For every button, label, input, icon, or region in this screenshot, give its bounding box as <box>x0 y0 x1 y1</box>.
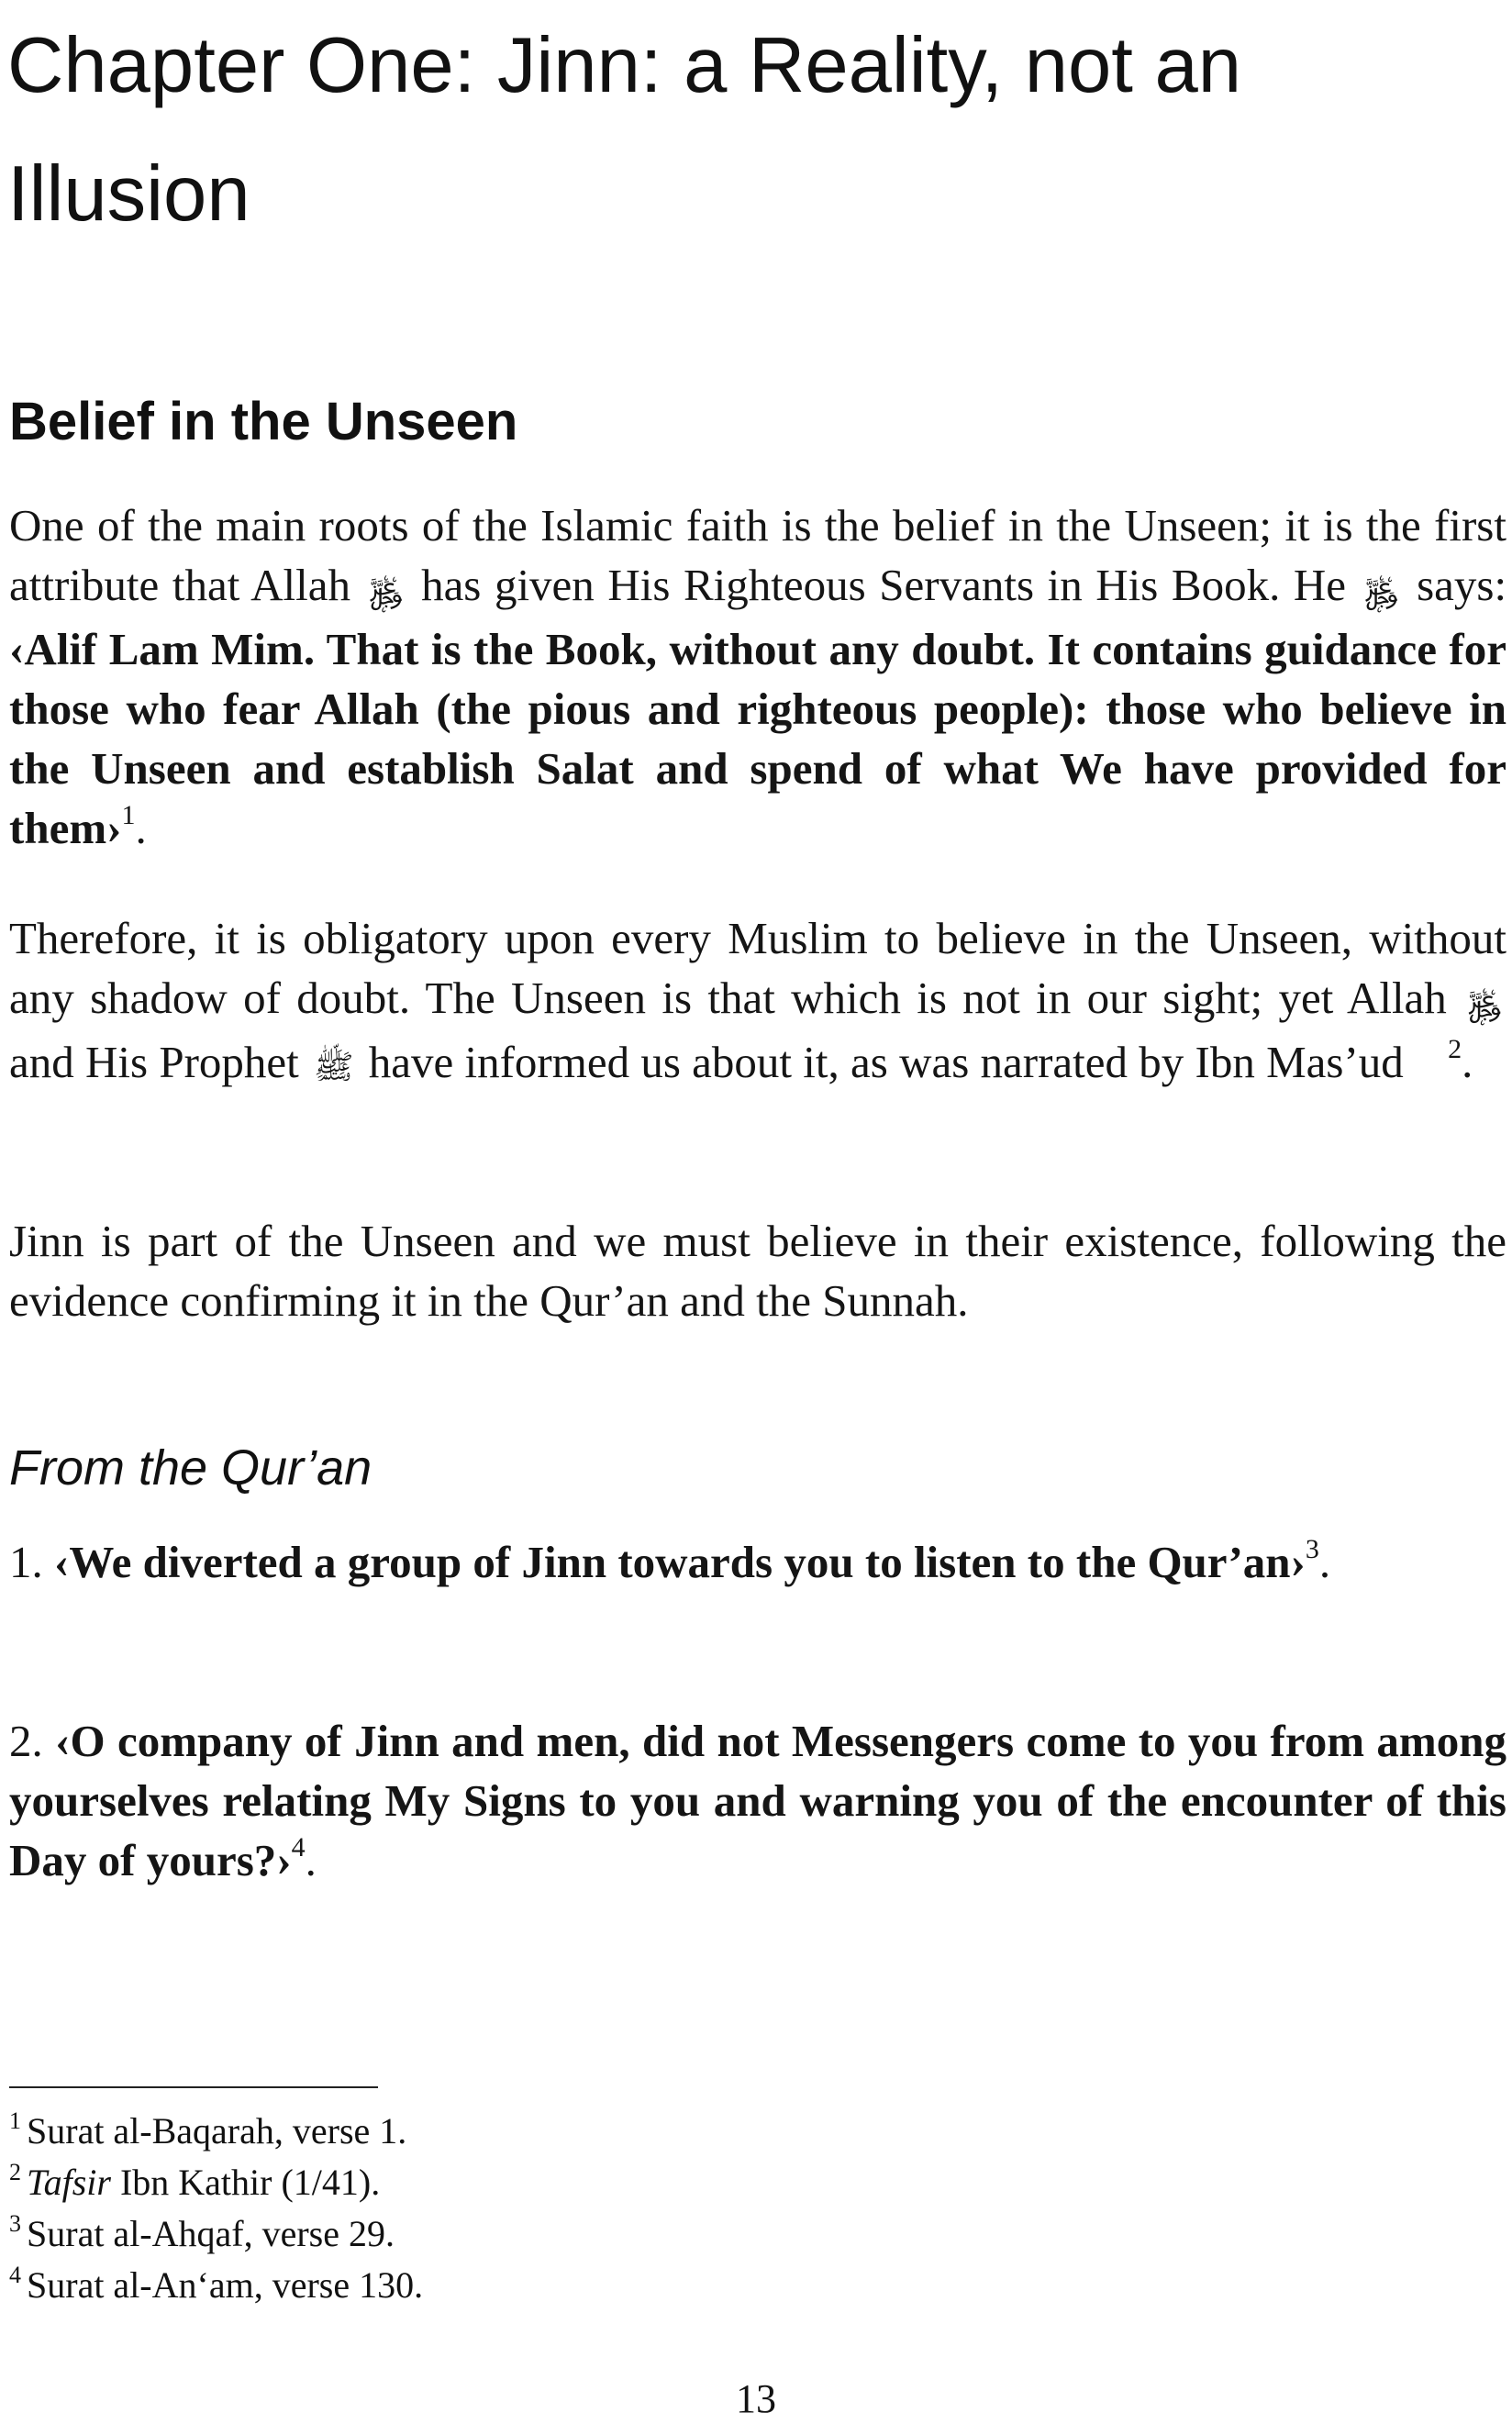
footnote-text: Ibn Kathir (1/41). <box>110 2162 381 2203</box>
subheading-from-quran: From the Qur’an <box>9 1440 372 1495</box>
verse-text: O company of Jinn and men, did not Messengers come to you from among yourselves relating My Signs to you and warning you of the encounter of this Day of yours? <box>9 1716 1506 1885</box>
footnote-reference: 1 <box>121 799 136 830</box>
paragraph-text: have informed us about it, as was narrated by Ibn Mas’ud <box>368 1037 1404 1088</box>
page-number: 13 <box>736 2376 776 2421</box>
open-quote-bracket: ‹ <box>55 1716 71 1766</box>
close-quote-bracket: › <box>276 1835 292 1885</box>
honorific-mark-icon: ﷺ <box>314 1048 354 1085</box>
paragraph-text: . <box>135 803 147 854</box>
honorific-mark-icon: ﷿ <box>1466 984 1503 1021</box>
footnote-number: 4 <box>9 2261 21 2288</box>
footnote-text: Surat al-Ahqaf, verse 29. <box>27 2213 395 2254</box>
honorific-mark-icon: ﷿ <box>367 571 405 608</box>
paragraph-text: says: <box>1417 560 1507 610</box>
footnote-italic-title: Tafsir <box>27 2162 111 2203</box>
footnote-number: 2 <box>9 2158 21 2185</box>
close-quote-bracket: › <box>1290 1537 1306 1587</box>
paragraph-text: Therefore, it is obligatory upon every Muslim to believe in the Unseen, without any shadow of doubt. The Unseen is that which is not in our sight; yet Allah <box>9 913 1506 1023</box>
paragraph-belief-in-unseen <box>9 495 1506 858</box>
chapter-title: Chapter One: Jinn: a Reality, not an Illusion <box>7 22 1242 238</box>
section-heading: Belief in the Unseen <box>9 392 518 451</box>
footnote-divider <box>9 2086 378 2088</box>
paragraph-text: One of the main roots of the Islamic faith is the belief in the Unseen; it is the first attribute that Allah <box>9 500 1506 610</box>
footnotes-list <box>9 2106 835 2311</box>
paragraph-text: . <box>1318 1537 1331 1587</box>
footnote-text: Surat al-Baqarah, verse 1. <box>27 2110 407 2151</box>
verse-text: We diverted a group of Jinn towards you to listen to the Qur’an <box>69 1537 1291 1587</box>
quran-verse-1 <box>9 1532 1506 1592</box>
footnote-reference: 2 <box>1448 1033 1462 1064</box>
honorific-mark-icon: ﷡ <box>1418 1048 1445 1085</box>
footnote-reference: 4 <box>291 1831 306 1862</box>
paragraph-text: has given His Righteous Servants in His Book. He <box>421 560 1347 610</box>
footnote-reference: 3 <box>1305 1533 1319 1564</box>
footnote-item <box>9 2106 835 2157</box>
honorific-mark-icon: ﷿ <box>1362 571 1400 608</box>
open-quote-bracket: ‹ <box>54 1537 70 1587</box>
footnote-item <box>9 2157 835 2208</box>
footnote-text: Surat al-An‘am, verse 130. <box>27 2264 424 2306</box>
footnote-item <box>9 2208 835 2260</box>
verse-number: 2. <box>9 1716 43 1766</box>
paragraph-text: . <box>305 1835 317 1885</box>
close-quote-bracket: › <box>106 803 122 854</box>
paragraph-jinn-part-of-unseen: Jinn is part of the Unseen and we must believe in their existence, following the evidence confirming it in the Qur’an and the Sunnah. <box>9 1216 1506 1326</box>
footnote-number: 1 <box>9 2107 21 2134</box>
footnote-item <box>9 2260 835 2311</box>
open-quote-bracket: ‹ <box>9 624 25 675</box>
footnote-number: 3 <box>9 2209 21 2237</box>
quran-verse-2 <box>9 1711 1506 1890</box>
verse-number: 1. <box>9 1537 43 1587</box>
quran-quote: Alif Lam Mim. That is the Book, without any doubt. It contains guidance for those who fear Allah (the pious and righteous people): those who believe in the Unseen and establish Salat and spend of what We have provided for them <box>9 624 1506 854</box>
paragraph-obligation <box>9 908 1506 1097</box>
paragraph-text: and His Prophet <box>9 1037 299 1088</box>
paragraph-text: . <box>1462 1037 1473 1088</box>
